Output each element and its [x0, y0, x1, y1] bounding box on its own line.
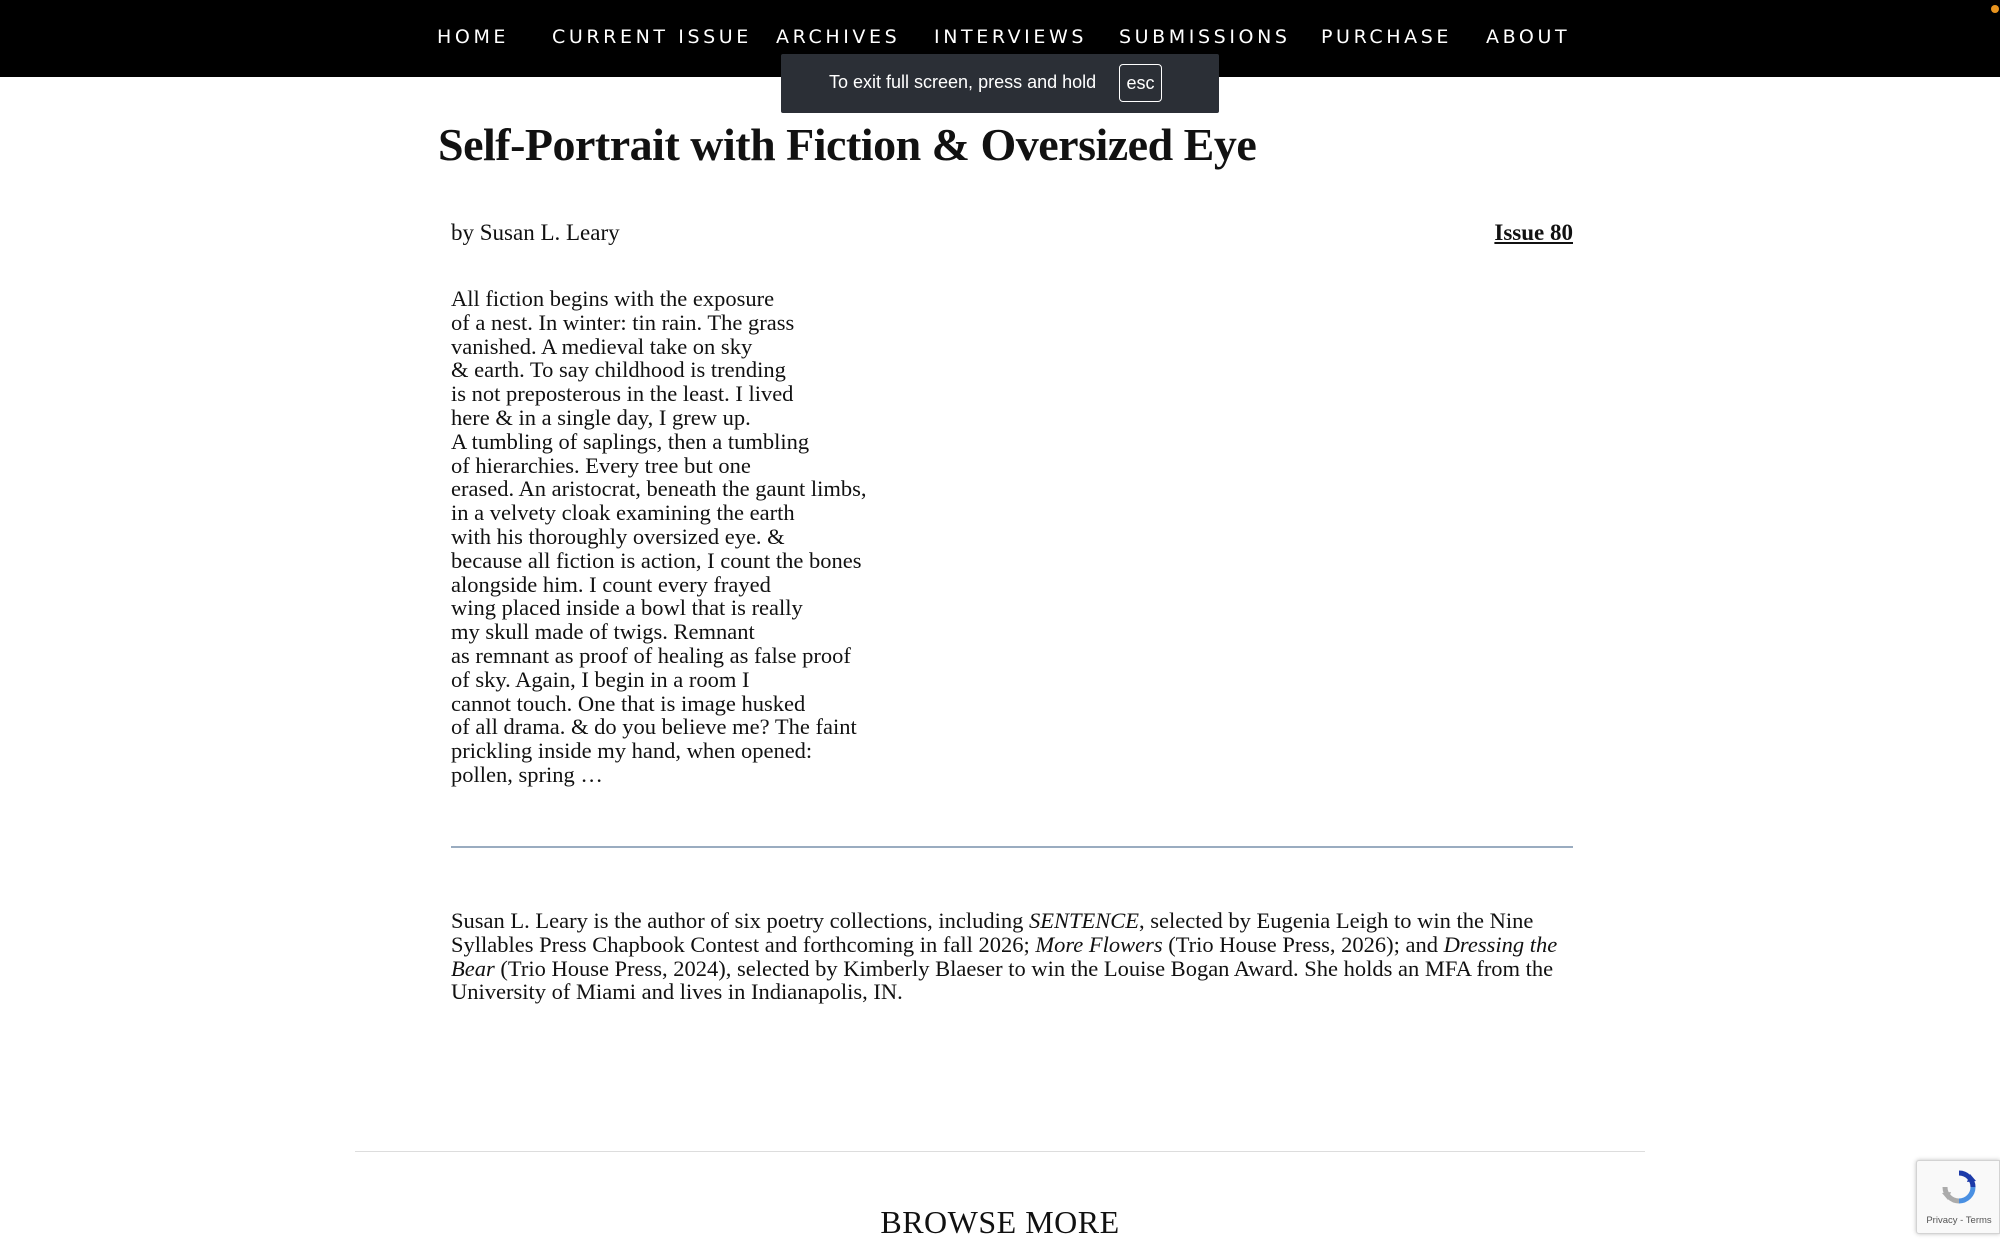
nav-item-archives[interactable]: ARCHIVES [776, 26, 901, 48]
footer-divider [355, 1151, 1645, 1152]
nav-item-purchase[interactable]: PURCHASE [1321, 26, 1453, 48]
bio-text: (Trio House Press, 2024), selected by Kimberly Blaeser to win the Louise Bogan Award. She holds an MFA from the University of Miami and lives in Indianapolis, IN. [451, 955, 1554, 1005]
bio-book-title: SENTENCE [1029, 908, 1140, 933]
poem-line: alongside him. I count every frayed [451, 571, 771, 597]
poem-line: my skull made of twigs. Remnant [451, 619, 755, 645]
bio-text: (Trio House Press, 2026); and [1162, 931, 1444, 957]
recaptcha-terms-link[interactable]: Terms [1965, 1215, 1992, 1226]
poem-line: cannot touch. One that is image husked [451, 690, 806, 716]
recaptcha-link-separator: - [1957, 1215, 1966, 1226]
poem-line: & earth. To say childhood is trending [451, 357, 786, 383]
nav-item-interviews[interactable]: INTERVIEWS [934, 26, 1088, 48]
browse-more-heading: BROWSE MORE [880, 1204, 1120, 1240]
poem-line: A tumbling of saplings, then a tumbling [451, 428, 810, 454]
poem-line: of all drama. & do you believe me? The faint [451, 714, 857, 740]
recaptcha-links [1917, 1215, 2000, 1226]
author-bio [451, 909, 1576, 1004]
poem-line: wing placed inside a bowl that is really [451, 595, 803, 621]
nav-item-home[interactable]: HOME [437, 26, 510, 48]
bio-book-title: Dressing the Bear [451, 931, 1558, 981]
section-divider [451, 846, 1573, 848]
bio-text: , selected by Eugenia Leigh to win the Nine Syllables Press Chapbook Contest and forthcoming in fall 2026; [451, 908, 1534, 957]
recaptcha-logo-icon [1941, 1169, 1977, 1205]
bio-text: Susan L. Leary is the author of six poetry collections, including [451, 908, 1030, 933]
poem-line: with his thoroughly oversized eye. & [451, 523, 785, 549]
poem-line: erased. An aristocrat, beneath the gaunt limbs, [451, 476, 867, 502]
poem-line: is not preposterous in the least. I lived [451, 381, 794, 407]
recaptcha-privacy-link[interactable]: Privacy [1926, 1215, 1958, 1226]
poem-line: All fiction begins with the exposure [451, 286, 775, 311]
poem-line: of a nest. In winter: tin rain. The grass [451, 309, 795, 335]
nav-item-about[interactable]: ABOUT [1486, 26, 1571, 48]
poem-line: as remnant as proof of healing as false proof [451, 642, 851, 668]
poem-line: here & in a single day, I grew up. [451, 404, 751, 430]
poem-line: in a velvety cloak examining the earth [451, 500, 795, 526]
poem-line: because all fiction is action, I count the bones [451, 547, 862, 573]
poem-line: pollen, spring … [451, 761, 603, 787]
recording-indicator-dot [1991, 5, 1999, 13]
esc-key-badge: esc [1119, 64, 1162, 102]
fullscreen-notice-text: To exit full screen, press and hold [829, 72, 1097, 92]
nav-item-submissions[interactable]: SUBMISSIONS [1119, 26, 1291, 48]
poem-body [451, 287, 1071, 787]
poem-line: of hierarchies. Every tree but one [451, 452, 751, 478]
poem-line: prickling inside my hand, when opened: [451, 738, 813, 764]
fullscreen-exit-notice [781, 54, 1219, 113]
bio-book-title: More Flowers [1035, 931, 1163, 957]
nav-item-current-issue[interactable]: CURRENT ISSUE [552, 26, 752, 48]
recaptcha-badge[interactable] [1916, 1160, 2000, 1234]
poem-title: Self-Portrait with Fiction & Oversized Eye [438, 119, 1257, 170]
poem-line: vanished. A medieval take on sky [451, 333, 753, 359]
poem-line: of sky. Again, I begin in a room I [451, 666, 750, 692]
author-byline: by Susan L. Leary [451, 220, 620, 245]
issue-link[interactable]: Issue 80 [1494, 220, 1573, 245]
